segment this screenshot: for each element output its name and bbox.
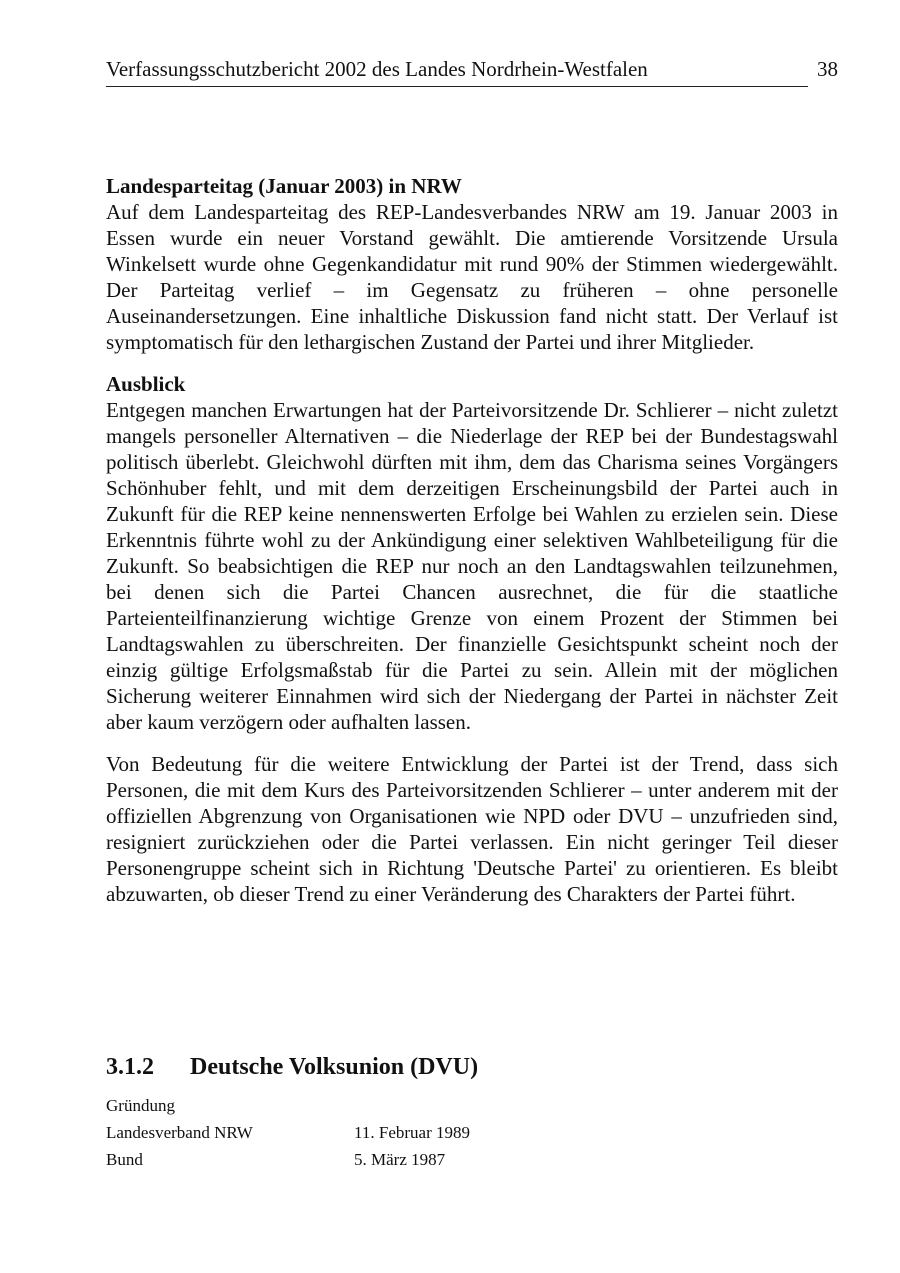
running-header: [106, 56, 808, 87]
main-content: [106, 173, 838, 907]
paragraph-ausblick-2: Von Bedeutung für die weitere Entwicklung der Partei ist der Trend, dass sich Personen, die mit dem Kurs des Parteivorsitzenden Schlierer – unter anderem mit der offiziellen Abgrenzung von Organisationen wie NPD oder DVU – unzufrieden sind, resigniert zurückziehen oder die Partei verlassen. Ein nicht geringer Teil dieser Personengruppe scheint sich in Richtung 'Deutsche Partei' zu orientieren. Es bleibt abzuwarten, ob dieser Trend zu einer Veränderung des Charakters der Partei führt.: [106, 752, 838, 906]
facts-label: Bund: [106, 1150, 143, 1169]
section-number: 3.1.2: [106, 1054, 154, 1080]
facts-label: Landesverband NRW: [106, 1123, 253, 1142]
facts-value: 5. März 1987: [354, 1150, 446, 1169]
section-title: Deutsche Volksunion (DVU): [190, 1054, 479, 1080]
paragraph-ausblick-1: Entgegen manchen Erwartungen hat der Parteivorsitzende Dr. Schlierer – nicht zuletzt mangels personeller Alternativen – die Niederlage der REP bei der Bundestagswahl politisch überlebt. Gleichwohl dürften mit ihm, dem das Charisma seines Vorgängers Schönhuber fehlt, und mit dem derzeitigen Erscheinungsbild der Partei auch in Zukunft für die REP keine nennenswerten Erfolge bei Wahlen zu erzielen sein. Diese Erkenntnis führte wohl zu der Ankündigung einer selektiven Wahlbeteiligung für die Zukunft. So beabsichtigen die REP nur noch an den Landtagswahlen teilzunehmen, bei denen sich die Partei Chancen ausrechnet, die für die staatliche Parteienteilfinanzierung wichtige Grenze von einem Prozent der Stimmen bei Landtagswahlen zu überschreiten. Der finanzielle Gesichtspunkt scheint noch der einzig gültige Erfolgsmaßstab für die Partei zu sein. Allein mit der möglichen Sicherung weiterer Einnahmen wird sich der Niedergang der Partei in nächster Zeit aber kaum verzögern oder aufhalten lassen.: [106, 398, 838, 734]
founding-label: Gründung: [106, 1096, 175, 1115]
report-title: Verfassungsschutzbericht 2002 des Landes Nordrhein-Westfalen: [106, 57, 648, 81]
founding-facts: [106, 1092, 706, 1173]
facts-row: [106, 1119, 706, 1146]
page-number: 38: [817, 57, 838, 81]
paragraph-landesparteitag: Auf dem Landesparteitag des REP-Landesverbandes NRW am 19. Januar 2003 in Essen wurde ein neuer Vorstand gewählt. Die amtierende Vorsitzende Ursula Winkelsett wurde ohne Gegenkandidatur mit rund 90% der Stimmen wiedergewählt. Der Parteitag verlief – im Gegensatz zu früheren – ohne personelle Auseinandersetzungen. Eine inhaltliche Diskussion fand nicht statt. Der Verlauf ist symptomatisch für den lethargischen Zustand der Partei und ihrer Mitglieder.: [106, 200, 838, 354]
facts-value: 11. Februar 1989: [354, 1123, 470, 1142]
heading-ausblick: Ausblick: [106, 372, 186, 396]
section-heading-dvu: [106, 1052, 478, 1082]
facts-row-founding: [106, 1092, 706, 1119]
facts-row: [106, 1146, 706, 1173]
heading-landesparteitag: Landesparteitag (Januar 2003) in NRW: [106, 174, 462, 198]
